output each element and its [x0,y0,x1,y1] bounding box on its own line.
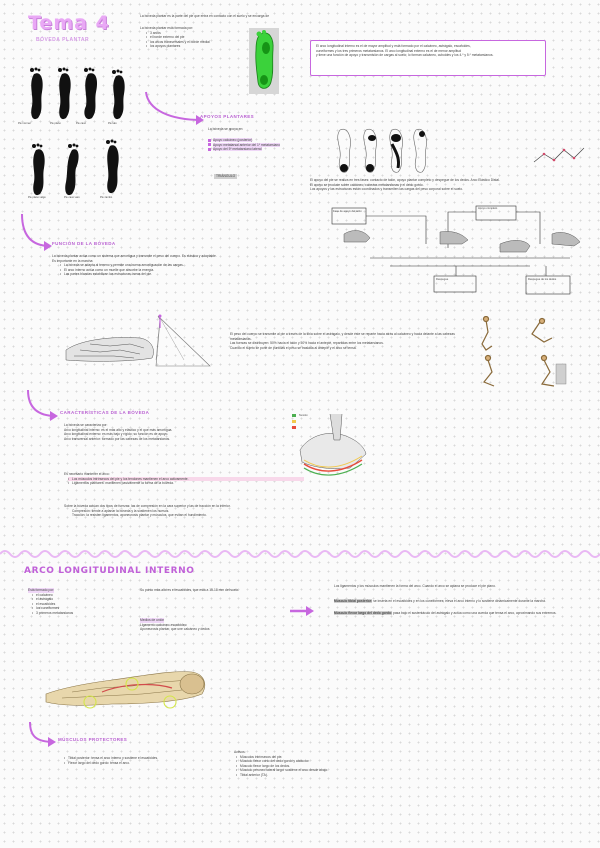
carac-e2: Tracción: la resisten ligamentos, aponeurosis plantar y músculos, que evitan el hundimiento. [72,513,207,518]
marcha-callout: Apoyo completo [478,207,498,210]
arco-huesos-head: Está formado por: [28,588,55,592]
arco-right-intro: Los ligamentos y los músculos mantienen la forma del arco. Cuando el arco se aplana se produce el pie plano. [334,584,496,588]
section-head-musculos: MÚSCULOS PROTECTORES [58,737,128,742]
apoyo-item: Apoyo calcáneo (posterior) [213,138,253,142]
apoyos-list [208,138,328,152]
arco-lig: Aponeurosis plantar, que une calcáneo y dedos [140,627,210,632]
curved-arrow-icon [18,212,54,254]
info-box-arcos [310,40,546,76]
marcha-callout: Despegue de los dedos [528,278,557,281]
arco-right-p1: se inserta en el escafoides y en los cuneiformes; eleva el arco interno y lo sostiene dinámicamente durante la marcha. [373,598,546,603]
funciones-item: • Las partes blandas estabilizan las estructuras óseas del pie. [60,272,292,277]
arco-hueso: • 3 primeros metatarsianos [32,611,138,616]
foot-label: Pie talo [108,122,117,125]
presion-line: Las fuerzas se distribuyen: 50% hacia el talón y 50% hacia el antepié, repartidas entre los metatarsianos. [230,341,384,346]
section-head-caracteristicas: CARACTERÍSTICAS DE LA BÓVEDA [60,410,150,415]
pressure-diagram [290,410,370,482]
funciones-line: Es importante en la marcha: [52,258,94,263]
arco-right-p1-head: Músculo tibial posterior: [334,598,373,603]
section-head-apoyos: APOYOS PLANTARES [200,114,255,119]
page-title: Tema 4 [28,12,110,34]
foot-label: Pie cavo [76,122,86,125]
foot-label: Pie plano valgo [28,196,46,199]
caracteristicas-text-2 [64,472,304,486]
apoyos-tag: TRIÁNGULO [216,174,236,178]
musculo-item: • Tibial posterior: tensa el arco interno y sostiene el escafoides. [64,756,224,761]
foot-label: Pie plano [50,122,61,125]
gait-diagram [530,140,586,170]
arco-lig: Ligamento calcáneo-escafoideo [140,622,187,627]
foot-label: Pie zambo [100,196,113,199]
musculo-activo: • Músculo flexor corto del dedo gordo y abductor. [236,759,374,764]
carac-item2: • Los músculos intrínsecos del pie y los tendones mantienen el arco activamente. [68,477,304,482]
arco-hueso: • el calcáneo [32,593,138,598]
arco-right-p2: pasa bajo el sustentáculo del astrágalo y actúa como una cuerda que tensa el arco, aproximando sus extremos. [393,611,557,616]
foot-pressure-image [249,28,279,94]
footprint-gallery [20,64,138,206]
musculo-activo: • Tibial anterior (TA). [236,773,374,778]
section-divider [0,548,600,560]
presion-line: Cuando el sujeto se pone de puntillas el peso se traslada al antepié y el arco se tensa. [230,345,357,350]
apoyo-item: Apoyo metatarsal anterior del 1º metatarsiano [213,142,280,147]
curved-arrow-icon [26,720,58,750]
curved-arrow-icon [140,90,210,130]
foot-label: Pie normal [18,122,31,125]
funciones-item: • La bóveda se adapta al terreno y permite una buena amortiguación de las cargas. [60,263,292,268]
arrow-right-icon [288,604,316,618]
carac-extra: Sobre la bóveda actúan dos tipos de fuerzas: las de compresión en la cara superior y las de tracción en la inferior. [64,504,231,508]
musculo-activo: • Músculos intrínsecos del pie. [236,755,374,760]
pressure-chart-label: Tensión [299,414,308,417]
carac-item2: • Ligamentos plantares: mantienen pasivamente la forma de la bóveda. [68,481,304,486]
footprint-phases-image [330,124,430,176]
posture-figures-image [470,316,586,392]
marcha-line: Los apoyos y las estructuras están coordinados y transmiten las cargas del peso corporal sobre el suelo. [310,187,464,192]
intro-line: La bóveda plantar es la parte del pie que entra en contacto con el suelo y se encarga de [140,14,270,18]
intro-item: • los arcos transversales y el borde medial [146,40,250,45]
carac-item: Arco longitudinal interno: es el más alto y elástico y el que más amortigua. [64,427,173,432]
arco-apoyo: Su punto más alto es el escafoides, que está a 15-18 mm del suelo. [140,588,240,592]
musculos-left [64,756,224,765]
marcha-callout: Despegue [436,278,449,281]
arco-ligamentos [140,618,290,632]
marcha-diagram [330,204,586,304]
presion-text [230,332,468,350]
info-line: El arco longitudinal interno es el de mayor amplitud y está formado por el calcáneo, astrágalo, escafoides, [316,44,471,48]
curved-arrow-icon [24,388,60,424]
arco-lig-head: Medios de unión [140,618,165,622]
section-head-arco: ARCO LONGITUDINAL INTERNO [24,566,195,576]
carac-item: Arco longitudinal externo: es más bajo y rígido; su función es de apoyo. [64,432,169,437]
page-subtitle: BÓVEDA PLANTAR [36,37,90,43]
foot-label: Pie cavo varo [64,196,80,199]
musculos-right-head: Activos: [234,750,246,754]
caracteristicas-text [64,423,294,441]
arco-hueso: • el astrágalo [32,597,138,602]
carac-sub: Es necesario mantener el arco: [64,472,110,476]
funciones-line: La bóveda plantar actúa como un sistema que amortigua y transmite el peso del cuerpo. Es elástica y adaptable. [52,254,217,258]
intro-list [140,26,250,49]
marcha-callout: Fase de apoyo del talón [333,210,362,213]
arco-huesos [28,588,138,616]
marcha-line: El apoyo del pie se realiza en tres fases: contacto de talón, apoyo plantar completo y despegue de los dedos. Arco Elástico Distal. [310,178,500,182]
carac-intro: La bóveda se caracteriza por: [64,423,108,427]
arco-right-text [334,584,582,616]
intro-list-title: La bóveda plantar está formada por: [140,26,194,30]
presion-line: El peso del cuerpo se transmite al pie a través de la tibia sobre el astrágalo, y desde éste se reparte hacia atrás al calcáneo y hacia delante a las cabezas metatarsianas. [230,332,455,341]
funciones-item: • El arco interno actúa como un muelle que absorbe la energía. [60,268,292,273]
arco-hueso: • el escafoides [32,602,138,607]
musculo-activo: • Músculo flexor largo de los dedos. [236,764,374,769]
arco-right-p2-head: Músculo flexor largo del dedo gordo: [334,611,393,616]
marcha-text [310,178,598,192]
apoyos-intro: La bóveda se apoya en: [208,127,244,131]
musculo-activo: • Músculo peroneo lateral largo: sostiene el arco desde abajo. [236,768,374,773]
apoyo-item: Apoyo del 5º metatarsiano lateral [213,147,262,152]
musculo-item: • Flexor largo del dedo gordo: tensa el arco. [64,761,224,766]
intro-item: • el borde externo del pie [146,35,250,40]
carac-item: Arco transversal anterior: formado por las cabezas de los metatarsianos. [64,436,171,441]
info-line: y tiene una función de apoyo y transmisión de cargas al suelo; lo forman calcáneo, cuboides y los 4.º y 5.º metatarsianos. [316,53,494,58]
info-line: cuneiformes y los tres primeros metatarsianos. El arco longitudinal externo es el de menor amplitud [316,48,462,53]
foot-bones-image [42,662,212,712]
intro-item: • 3 arcos [146,31,250,36]
foot-skeleton-image [60,310,220,372]
musculos-right [234,750,374,778]
caracteristicas-text-3 [64,504,364,518]
marcha-line: El apoyo se produce sobre calcáneo, cabezas metatarsianas y el dedo gordo. [310,182,424,187]
intro-item: • los apoyos plantares [146,44,250,49]
section-head-funciones: FUNCIÓN DE LA BÓVEDA [52,241,116,246]
arco-hueso: • los cuneiformes [32,606,138,611]
funciones-text [52,254,292,277]
carac-e1: Compresión: tiende a aplanar la bóveda y la sostienen los huesos. [72,508,170,513]
